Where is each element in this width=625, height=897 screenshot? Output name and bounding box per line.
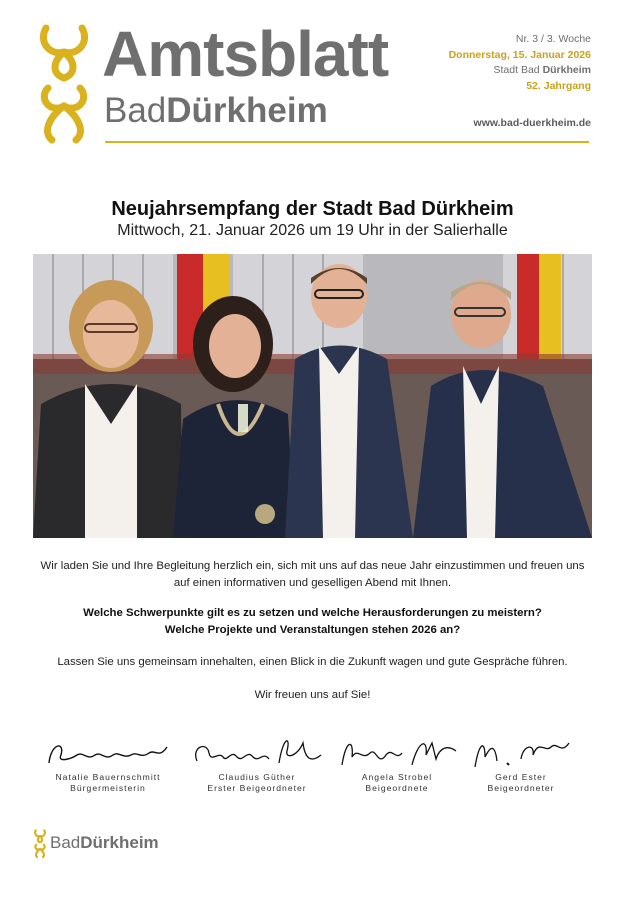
signature-scribble-1 bbox=[43, 733, 173, 771]
event-photo bbox=[33, 254, 592, 538]
signatory-name: Natalie Bauernschmitt bbox=[55, 772, 161, 782]
signatory-role: Beigeordnete bbox=[365, 783, 429, 793]
signature-scribble-4 bbox=[461, 733, 581, 771]
masthead-city-light: Bad bbox=[104, 91, 167, 130]
issue-date: Donnerstag, 15. Januar 2026 bbox=[448, 48, 591, 61]
city-emblem-icon bbox=[36, 22, 92, 148]
footer-city-light: Bad bbox=[50, 833, 81, 852]
signatory-role: Bürgermeisterin bbox=[70, 783, 146, 793]
signature-block-4 bbox=[446, 733, 596, 794]
article-subline: Mittwoch, 21. Januar 2026 um 19 Uhr in der Salierhalle bbox=[117, 222, 508, 239]
signature-block-1 bbox=[33, 733, 183, 794]
publisher-prefix: Stadt Bad bbox=[493, 64, 543, 76]
question-1: Welche Schwerpunkte gilt es zu setzen und welche Herausforderungen zu meistern? bbox=[83, 607, 542, 619]
signature-block-2 bbox=[182, 733, 332, 794]
masthead-city-bold: Dürkheim bbox=[166, 91, 328, 130]
website-link[interactable]: www.bad-duerkheim.de bbox=[473, 117, 591, 129]
masthead-city bbox=[104, 93, 328, 128]
masthead-title: Amtsblatt bbox=[102, 18, 389, 90]
footer-city-logo bbox=[50, 834, 159, 851]
signatory-role: Erster Beigeordneter bbox=[207, 783, 307, 793]
reflection-paragraph: Lassen Sie uns gemeinsam innehalten, einen Blick in die Zukunft wagen und gute Gespräche führen. bbox=[57, 656, 568, 668]
questions-block bbox=[40, 605, 585, 638]
question-2: Welche Projekte und Veranstaltungen stehen 2026 an? bbox=[164, 623, 461, 636]
publisher-bold: Dürkheim bbox=[542, 64, 591, 76]
closing-line: Wir freuen uns auf Sie! bbox=[254, 689, 371, 701]
issue-meta bbox=[449, 32, 591, 94]
publisher bbox=[449, 63, 591, 79]
volume: 52. Jahrgang bbox=[526, 79, 591, 92]
header-rule bbox=[105, 141, 589, 143]
footer-city-bold: Dürkheim bbox=[80, 833, 159, 852]
signature-scribble-2 bbox=[187, 733, 327, 771]
signatory-name: Gerd Ester bbox=[495, 772, 547, 782]
signatory-name: Angela Strobel bbox=[361, 772, 433, 782]
issue-number: Nr. 3 / 3. Woche bbox=[515, 33, 591, 45]
invitation-paragraph: Wir laden Sie und Ihre Begleitung herzlich ein, sich mit uns auf das neue Jahr einzustimmen und freuen uns auf einen informativen und geselligen Abend mit Ihnen. bbox=[40, 560, 585, 589]
signatory-name: Claudius Güther bbox=[218, 772, 296, 782]
footer-emblem-icon bbox=[33, 829, 47, 859]
signature-scribble-3 bbox=[332, 733, 462, 771]
signatory-role: Beigeordneter bbox=[487, 783, 555, 793]
article-headline: Neujahrsempfang der Stadt Bad Dürkheim bbox=[111, 198, 514, 220]
